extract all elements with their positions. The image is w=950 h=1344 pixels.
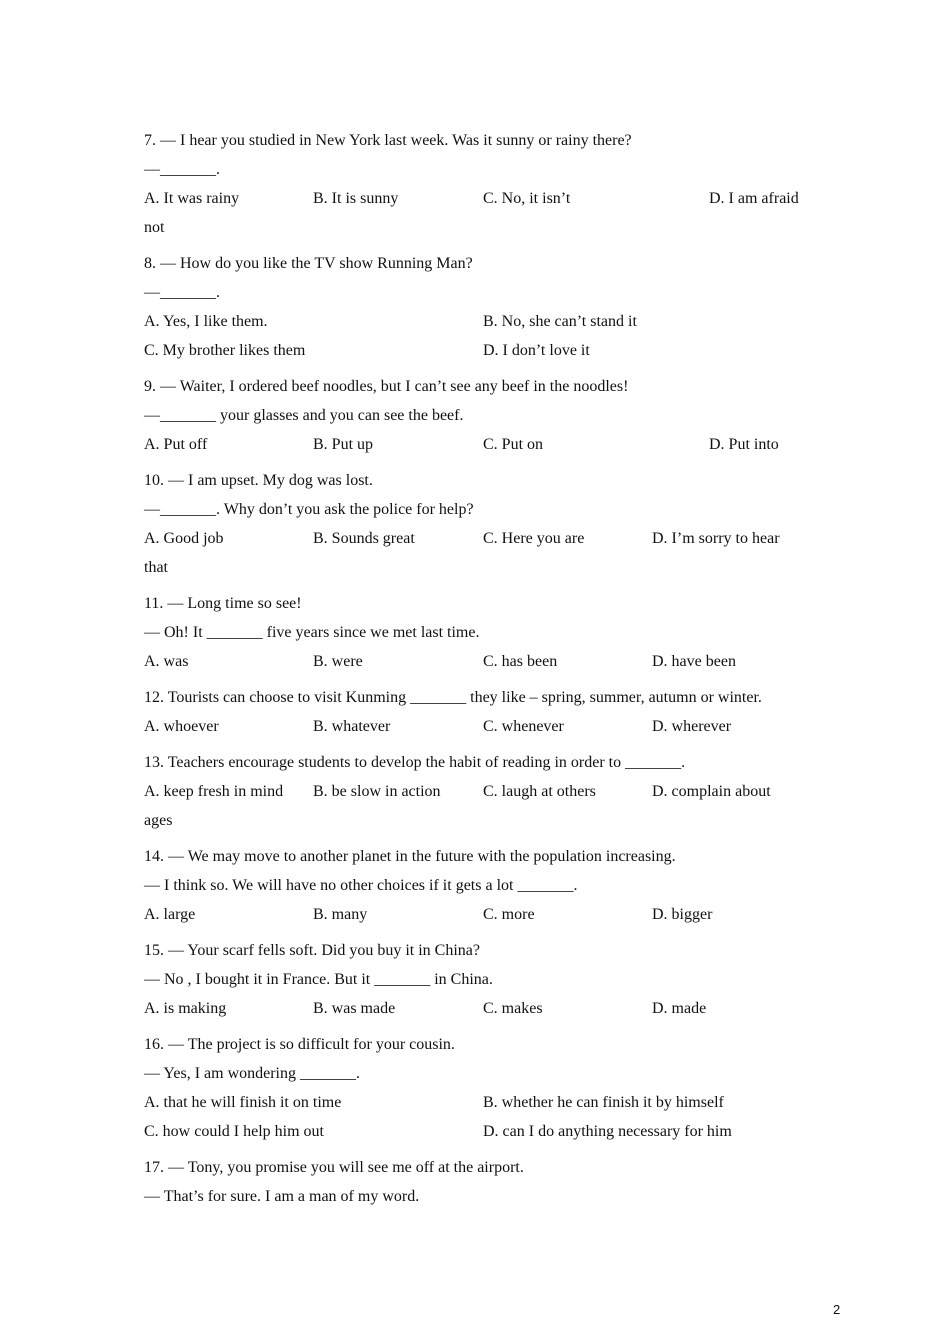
option-a: A. that he will finish it on time <box>144 1094 342 1111</box>
question-reply: —_______ your glasses and you can see the beef. <box>144 407 464 424</box>
option-a: A. whoever <box>144 718 219 735</box>
question-17 <box>144 1153 814 1211</box>
question-reply: — That’s for sure. I am a man of my word. <box>144 1188 420 1205</box>
option-a: A. large <box>144 906 196 923</box>
option-b: B. whether he can finish it by himself <box>483 1094 724 1111</box>
question-stem: 9. — Waiter, I ordered beef noodles, but I can’t see any beef in the noodles! <box>144 378 629 395</box>
options-row <box>144 184 814 213</box>
options-row <box>144 777 814 806</box>
option-a: A. Good job <box>144 530 224 547</box>
question-13 <box>144 748 814 835</box>
question-list <box>144 126 814 1218</box>
option-a: A. Put off <box>144 436 208 453</box>
question-stem: 17. — Tony, you promise you will see me off at the airport. <box>144 1159 524 1176</box>
question-reply: — Yes, I am wondering _______. <box>144 1065 360 1082</box>
question-16 <box>144 1030 814 1146</box>
option-d: D. Put into <box>709 436 779 453</box>
option-c: C. how could I help him out <box>144 1123 324 1140</box>
option-c: C. has been <box>483 653 558 670</box>
options-row <box>144 524 814 553</box>
option-a: A. Yes, I like them. <box>144 313 268 330</box>
option-b: B. No, she can’t stand it <box>483 313 637 330</box>
option-b: B. Put up <box>313 436 374 453</box>
option-b: B. many <box>313 906 368 923</box>
option-b: B. Sounds great <box>313 530 415 547</box>
option-b: B. whatever <box>313 718 391 735</box>
options-row <box>144 1117 814 1146</box>
options-row <box>144 307 814 336</box>
question-stem: 8. — How do you like the TV show Running Man? <box>144 255 473 272</box>
question-stem: 12. Tourists can choose to visit Kunming _______ they like – spring, summer, autumn or winter. <box>144 689 762 706</box>
question-stem: 13. Teachers encourage students to develop the habit of reading in order to _______. <box>144 754 686 771</box>
question-reply: — I think so. We will have no other choices if it gets a lot _______. <box>144 877 578 894</box>
question-10 <box>144 466 814 582</box>
options-row <box>144 647 814 676</box>
options-row <box>144 900 814 929</box>
options-row <box>144 430 814 459</box>
question-stem: 15. — Your scarf fells soft. Did you buy it in China? <box>144 942 480 959</box>
question-stem: 14. — We may move to another planet in the future with the population increasing. <box>144 848 676 865</box>
options-row <box>144 336 814 365</box>
option-d: D. complain about <box>652 783 771 800</box>
option-b: B. was made <box>313 1000 396 1017</box>
option-d: D. have been <box>652 653 736 670</box>
question-reply: —_______. <box>144 284 220 301</box>
question-reply: — Oh! It _______ five years since we met last time. <box>144 624 480 641</box>
option-a: A. keep fresh in mind <box>144 783 284 800</box>
option-d: D. I don’t love it <box>483 342 590 359</box>
option-d: D. can I do anything necessary for him <box>483 1123 732 1140</box>
option-wrap: not <box>144 219 165 236</box>
option-wrap: ages <box>144 812 173 829</box>
options-row <box>144 1088 814 1117</box>
question-7 <box>144 126 814 242</box>
question-15 <box>144 936 814 1023</box>
question-reply: —_______. Why don’t you ask the police for help? <box>144 501 474 518</box>
options-row <box>144 994 814 1023</box>
option-b: B. It is sunny <box>313 190 399 207</box>
question-14 <box>144 842 814 929</box>
question-8 <box>144 249 814 365</box>
option-c: C. My brother likes them <box>144 342 306 359</box>
option-a: A. was <box>144 653 189 670</box>
option-b: B. be slow in action <box>313 783 441 800</box>
question-11 <box>144 589 814 676</box>
question-stem: 11. — Long time so see! <box>144 595 302 612</box>
question-reply: — No , I bought it in France. But it _______ in China. <box>144 971 493 988</box>
option-a: A. It was rainy <box>144 190 240 207</box>
options-row <box>144 712 814 741</box>
option-c: C. makes <box>483 1000 543 1017</box>
question-9 <box>144 372 814 459</box>
option-d: D. I am afraid <box>709 190 799 207</box>
option-c: C. laugh at others <box>483 783 596 800</box>
option-c: C. more <box>483 906 535 923</box>
option-c: C. No, it isn’t <box>483 190 571 207</box>
question-12 <box>144 683 814 741</box>
option-wrap: that <box>144 559 168 576</box>
option-b: B. were <box>313 653 363 670</box>
question-reply: —_______. <box>144 161 220 178</box>
option-d: D. made <box>652 1000 707 1017</box>
option-c: C. whenever <box>483 718 564 735</box>
option-c: C. Here you are <box>483 530 585 547</box>
option-d: D. I’m sorry to hear <box>652 530 780 547</box>
page-number: 2 <box>833 1302 841 1317</box>
option-c: C. Put on <box>483 436 544 453</box>
option-a: A. is making <box>144 1000 227 1017</box>
question-stem: 7. — I hear you studied in New York last week. Was it sunny or rainy there? <box>144 132 632 149</box>
question-stem: 16. — The project is so difficult for your cousin. <box>144 1036 455 1053</box>
question-stem: 10. — I am upset. My dog was lost. <box>144 472 373 489</box>
option-d: D. bigger <box>652 906 713 923</box>
option-d: D. wherever <box>652 718 732 735</box>
